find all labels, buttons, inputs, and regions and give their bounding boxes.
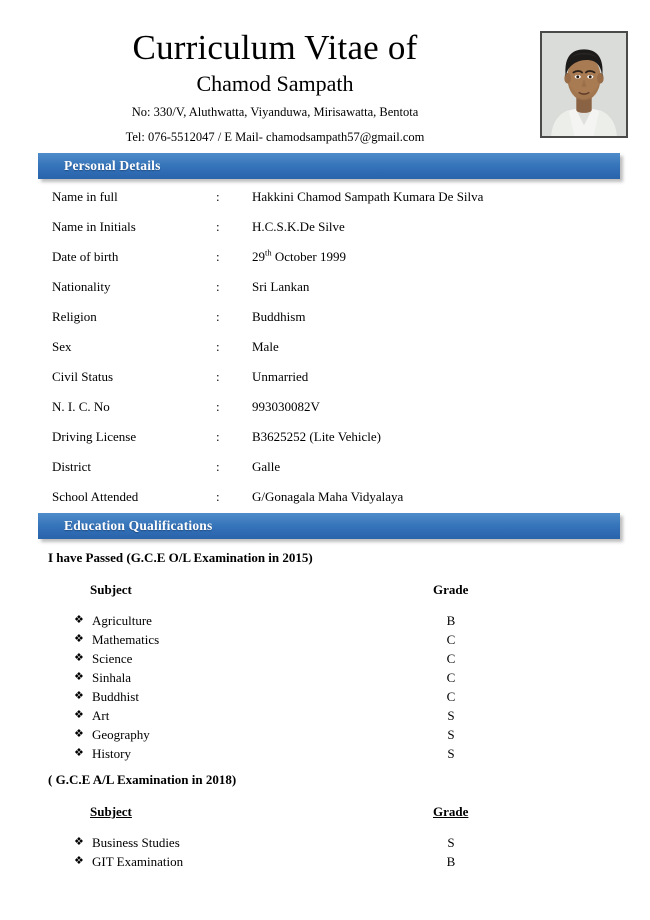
detail-row bbox=[0, 278, 650, 308]
al-exam-line: ( G.C.E A/L Examination in 2018) bbox=[48, 772, 237, 787]
detail-value: 993030082V bbox=[252, 399, 320, 414]
subject-grade: C bbox=[446, 632, 456, 647]
detail-separator: : bbox=[216, 279, 220, 294]
ol-subject-column-header: Subject bbox=[90, 582, 132, 597]
dob-month-year: October 1999 bbox=[271, 249, 346, 264]
diamond-bullet-icon: ❖ bbox=[74, 709, 84, 721]
detail-row bbox=[0, 248, 650, 278]
al-grade-column-header: Grade bbox=[433, 804, 469, 819]
detail-separator: : bbox=[216, 459, 220, 474]
detail-separator: : bbox=[216, 369, 220, 384]
detail-label: Nationality bbox=[52, 279, 111, 294]
list-item bbox=[0, 668, 650, 687]
detail-separator: : bbox=[216, 429, 220, 444]
detail-row bbox=[0, 458, 650, 488]
detail-row bbox=[0, 368, 650, 398]
detail-separator: : bbox=[216, 399, 220, 414]
detail-separator: : bbox=[216, 489, 220, 504]
ol-subject-list bbox=[0, 611, 650, 763]
detail-row bbox=[0, 308, 650, 338]
dob-day: 29 bbox=[252, 249, 265, 264]
list-item bbox=[0, 706, 650, 725]
detail-separator: : bbox=[216, 219, 220, 234]
subject-name: Sinhala bbox=[92, 670, 131, 685]
subject-name: Business Studies bbox=[92, 835, 180, 850]
detail-value: Sri Lankan bbox=[252, 279, 310, 294]
detail-row bbox=[0, 218, 650, 248]
candidate-name: Chamod Sampath bbox=[196, 71, 354, 96]
diamond-bullet-icon: ❖ bbox=[74, 690, 84, 702]
al-table-header bbox=[0, 803, 650, 821]
detail-separator: : bbox=[216, 189, 220, 204]
detail-value: G/Gonagala Maha Vidyalaya bbox=[252, 489, 404, 504]
diamond-bullet-icon: ❖ bbox=[74, 855, 84, 867]
al-subject-column-header: Subject bbox=[90, 804, 132, 819]
list-item bbox=[0, 833, 650, 852]
section-header-personal-details bbox=[38, 153, 620, 179]
list-item bbox=[0, 744, 650, 763]
detail-value: Hakkini Chamod Sampath Kumara De Silva bbox=[252, 189, 484, 204]
detail-value: H.C.S.K.De Silve bbox=[252, 219, 345, 234]
detail-row bbox=[0, 428, 650, 458]
address-line: No: 330/V, Aluthwatta, Viyanduwa, Mirisawatta, Bentota bbox=[131, 105, 419, 119]
subject-grade: B bbox=[446, 854, 456, 869]
subject-name: Science bbox=[92, 651, 133, 666]
list-item bbox=[0, 611, 650, 630]
ol-grade-column-header: Grade bbox=[433, 582, 469, 597]
subject-name: Buddhist bbox=[92, 689, 139, 704]
diamond-bullet-icon: ❖ bbox=[74, 614, 84, 626]
detail-value bbox=[252, 248, 346, 266]
list-item bbox=[0, 630, 650, 649]
subject-grade: S bbox=[447, 708, 455, 723]
detail-label: Name in Initials bbox=[52, 219, 136, 234]
contact-line: Tel: 076-5512047 / E Mail- chamodsampath57@gmail.com bbox=[125, 130, 425, 144]
portrait-photo-icon bbox=[542, 33, 626, 136]
list-item bbox=[0, 725, 650, 744]
subject-grade: C bbox=[446, 651, 456, 666]
detail-value: Buddhism bbox=[252, 309, 306, 324]
detail-label: N. I. C. No bbox=[52, 399, 110, 414]
diamond-bullet-icon: ❖ bbox=[74, 836, 84, 848]
ol-exam-line: I have Passed (G.C.E O/L Examination in 2015) bbox=[48, 550, 313, 565]
diamond-bullet-icon: ❖ bbox=[74, 633, 84, 645]
list-item bbox=[0, 852, 650, 871]
subject-name: GIT Examination bbox=[92, 854, 184, 869]
detail-row bbox=[0, 398, 650, 428]
subject-name: History bbox=[92, 746, 131, 761]
section-title-personal-details: Personal Details bbox=[64, 158, 161, 173]
diamond-bullet-icon: ❖ bbox=[74, 747, 84, 759]
detail-value: Galle bbox=[252, 459, 281, 474]
detail-label: Civil Status bbox=[52, 369, 114, 384]
dob-ordinal-suffix: th bbox=[265, 247, 272, 258]
diamond-bullet-icon: ❖ bbox=[74, 671, 84, 683]
personal-details-list bbox=[0, 188, 650, 518]
subject-grade: S bbox=[447, 727, 455, 742]
subject-name: Mathematics bbox=[92, 632, 160, 647]
detail-row bbox=[0, 338, 650, 368]
subject-name: Geography bbox=[92, 727, 150, 742]
detail-separator: : bbox=[216, 249, 220, 264]
section-title-education-qualifications: Education Qualifications bbox=[64, 518, 213, 533]
detail-label: School Attended bbox=[52, 489, 139, 504]
header-text-block bbox=[40, 28, 510, 147]
detail-label: Name in full bbox=[52, 189, 118, 204]
detail-label: District bbox=[52, 459, 91, 474]
detail-label: Date of birth bbox=[52, 249, 119, 264]
diamond-bullet-icon: ❖ bbox=[74, 652, 84, 664]
al-subject-list bbox=[0, 833, 650, 871]
list-item bbox=[0, 687, 650, 706]
subject-grade: S bbox=[447, 746, 455, 761]
section-header-education-qualifications bbox=[38, 513, 620, 539]
detail-label: Sex bbox=[52, 339, 72, 354]
detail-value: Unmarried bbox=[252, 369, 309, 384]
subject-grade: S bbox=[447, 835, 455, 850]
subject-name: Agriculture bbox=[92, 613, 152, 628]
cv-header bbox=[0, 0, 650, 150]
detail-value: Male bbox=[252, 339, 279, 354]
ol-table-header bbox=[0, 581, 650, 599]
list-item bbox=[0, 649, 650, 668]
detail-separator: : bbox=[216, 339, 220, 354]
detail-separator: : bbox=[216, 309, 220, 324]
subject-grade: C bbox=[446, 689, 456, 704]
detail-value: B3625252 (Lite Vehicle) bbox=[252, 429, 382, 444]
page-title: Curriculum Vitae of bbox=[132, 28, 418, 67]
subject-grade: B bbox=[446, 613, 456, 628]
diamond-bullet-icon: ❖ bbox=[74, 728, 84, 740]
detail-label: Driving License bbox=[52, 429, 137, 444]
candidate-photo bbox=[540, 31, 628, 138]
detail-label: Religion bbox=[52, 309, 97, 324]
subject-grade: C bbox=[446, 670, 456, 685]
subject-name: Art bbox=[92, 708, 110, 723]
detail-row bbox=[0, 188, 650, 218]
